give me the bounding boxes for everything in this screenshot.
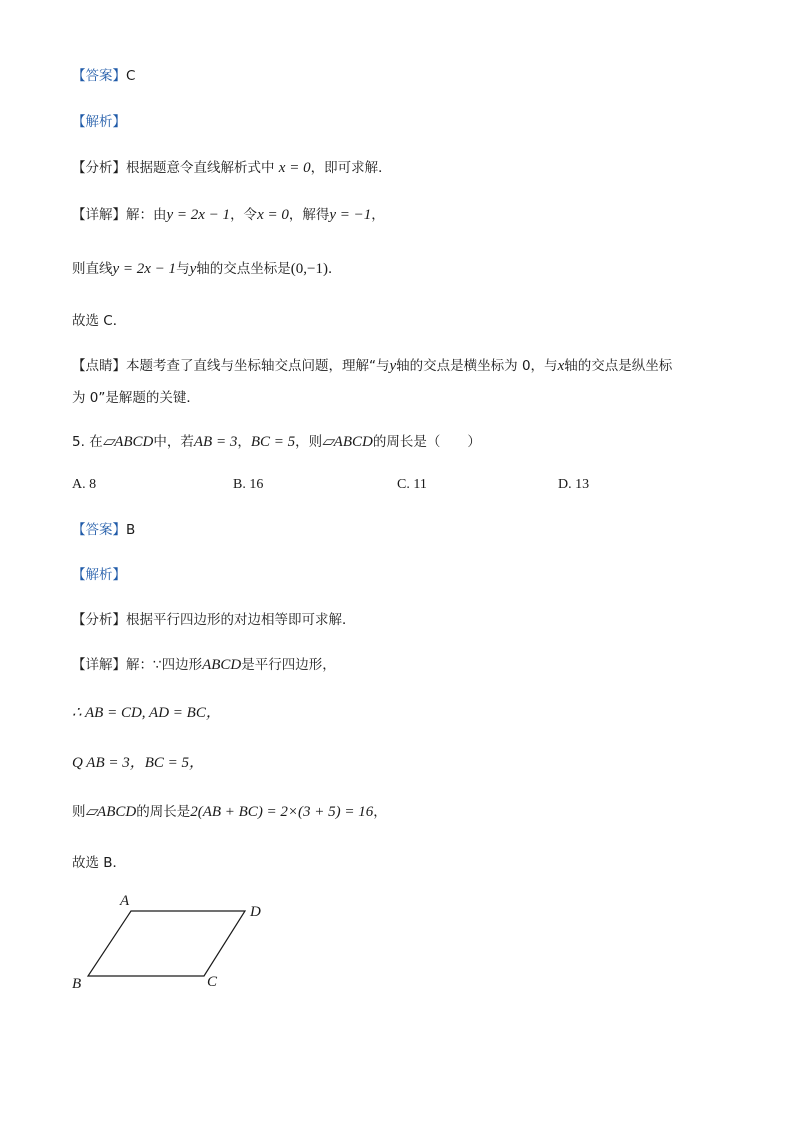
quadrilateral-name: ABCD [202,657,242,673]
fenxi-tag: 【分析】 [72,612,126,628]
fenxi-line-q4 [72,158,392,178]
fenxi-text: 根据题意令直线解析式中 [126,160,275,176]
conclusion-line-q4 [72,259,341,279]
var-y: y [389,358,397,374]
analysis-heading-q5 [72,565,126,585]
option-a: A. 8 [72,477,97,492]
step-2 [72,753,204,773]
intersection-point: (0,−1) [290,261,328,277]
step-2-math: Q AB = 3，BC = 5， [72,755,205,771]
fenxi-text: 根据平行四边形的对边相等即可求解． [126,612,356,628]
equation-x-zero: x = 0 [257,207,289,223]
stem-text-e: 的周长是（ ） [372,434,481,450]
xiangjie-line-q5 [72,655,336,675]
analysis-tag: 【解析】 [72,114,126,130]
step-3-text-a: 则 [72,804,86,820]
dianjing-text-b: 轴的交点是横坐标为 0，与 [396,358,558,374]
answer-line-q5 [72,520,135,540]
xiangjie-text-a: 解：由 [126,207,167,223]
answer-value: C [126,68,136,84]
dianjing-line-q4 [72,356,672,376]
step-1-math: ∴ AB = CD, AD = BC， [72,705,221,721]
parallelogram-symbol: ▱ABCD [102,434,154,450]
vertex-label-b: B [72,976,82,992]
xiangjie-text-b: ，令 [230,207,258,223]
dianjing-text-a: 本题考查了直线与坐标轴交点问题，理解“与 [126,358,390,374]
xiangjie-line-q4 [72,205,385,225]
answer-value: B [126,522,136,538]
question-5-stem [72,432,481,452]
xiangjie-text-a: 解：∵四边形 [126,657,203,673]
parallelogram-figure [60,885,280,995]
stem-text-b: 中，若 [153,434,194,450]
dianjing-line2-q4 [72,388,200,408]
step-1 [72,703,221,723]
conclusion-text-c: 轴的交点坐标是 [196,261,291,277]
fenxi-line-q5 [72,610,356,630]
option-d: D. 13 [558,477,590,492]
answer-tag: 【答案】 [72,522,126,538]
fenxi-end: ，即可求解． [310,160,392,176]
choose-text: 故选 B． [72,855,127,871]
step-3-text-b: 的周长是 [136,804,191,820]
fenxi-tag: 【分析】 [72,160,126,176]
vertex-label-c: C [207,974,218,990]
equation-y-value: y = −1 [329,207,372,223]
conclusion-text-d: ． [327,261,342,277]
var-y: y [189,261,197,277]
dianjing-text-c: 轴的交点是纵坐标 [564,358,673,374]
equation-line: y = 2x − 1 [166,207,231,223]
choose-line-q4 [72,311,126,331]
question-number: 5. [72,434,85,450]
conclusion-text-b: 与 [176,261,190,277]
xiangjie-text-d: ， [371,207,385,223]
stem-text-c: ， [237,434,251,450]
fenxi-math: x = 0 [278,160,311,176]
var-x: x [557,358,565,374]
step-3-text-c: ， [373,804,387,820]
equation-bc: BC = 5 [250,434,296,450]
analysis-tag: 【解析】 [72,567,126,583]
xiangjie-tag: 【详解】 [72,657,126,673]
xiangjie-tag: 【详解】 [72,207,126,223]
vertex-label-d: D [250,904,261,920]
dianjing-text-line2: 为 0”是解题的关键． [72,390,200,406]
option-b: B. 16 [233,477,264,492]
perimeter-equation: 2(AB + BC) = 2×(3 + 5) = 16 [190,804,374,820]
analysis-heading-q4 [72,112,126,132]
choose-line-q5 [72,853,126,873]
xiangjie-text-b: 是平行四边形， [241,657,336,673]
stem-text-d: ，则 [295,434,323,450]
parallelogram-symbol: ▱ABCD [322,434,373,450]
equation-line: y = 2x − 1 [112,261,177,277]
equation-ab: AB = 3 [193,434,238,450]
vertex-label-a: A [120,893,130,909]
choose-text: 故选 C． [72,313,127,329]
stem-text-a: 在 [89,434,103,450]
option-c: C. 11 [397,477,427,492]
parallelogram-shape [88,911,245,976]
dianjing-tag: 【点睛】 [72,358,126,374]
answer-tag: 【答案】 [72,68,126,84]
conclusion-text-a: 则直线 [72,261,113,277]
answer-line-q4 [72,66,135,86]
parallelogram-symbol: ▱ABCD [85,804,137,820]
step-3 [72,802,387,822]
xiangjie-text-c: ，解得 [288,207,330,223]
